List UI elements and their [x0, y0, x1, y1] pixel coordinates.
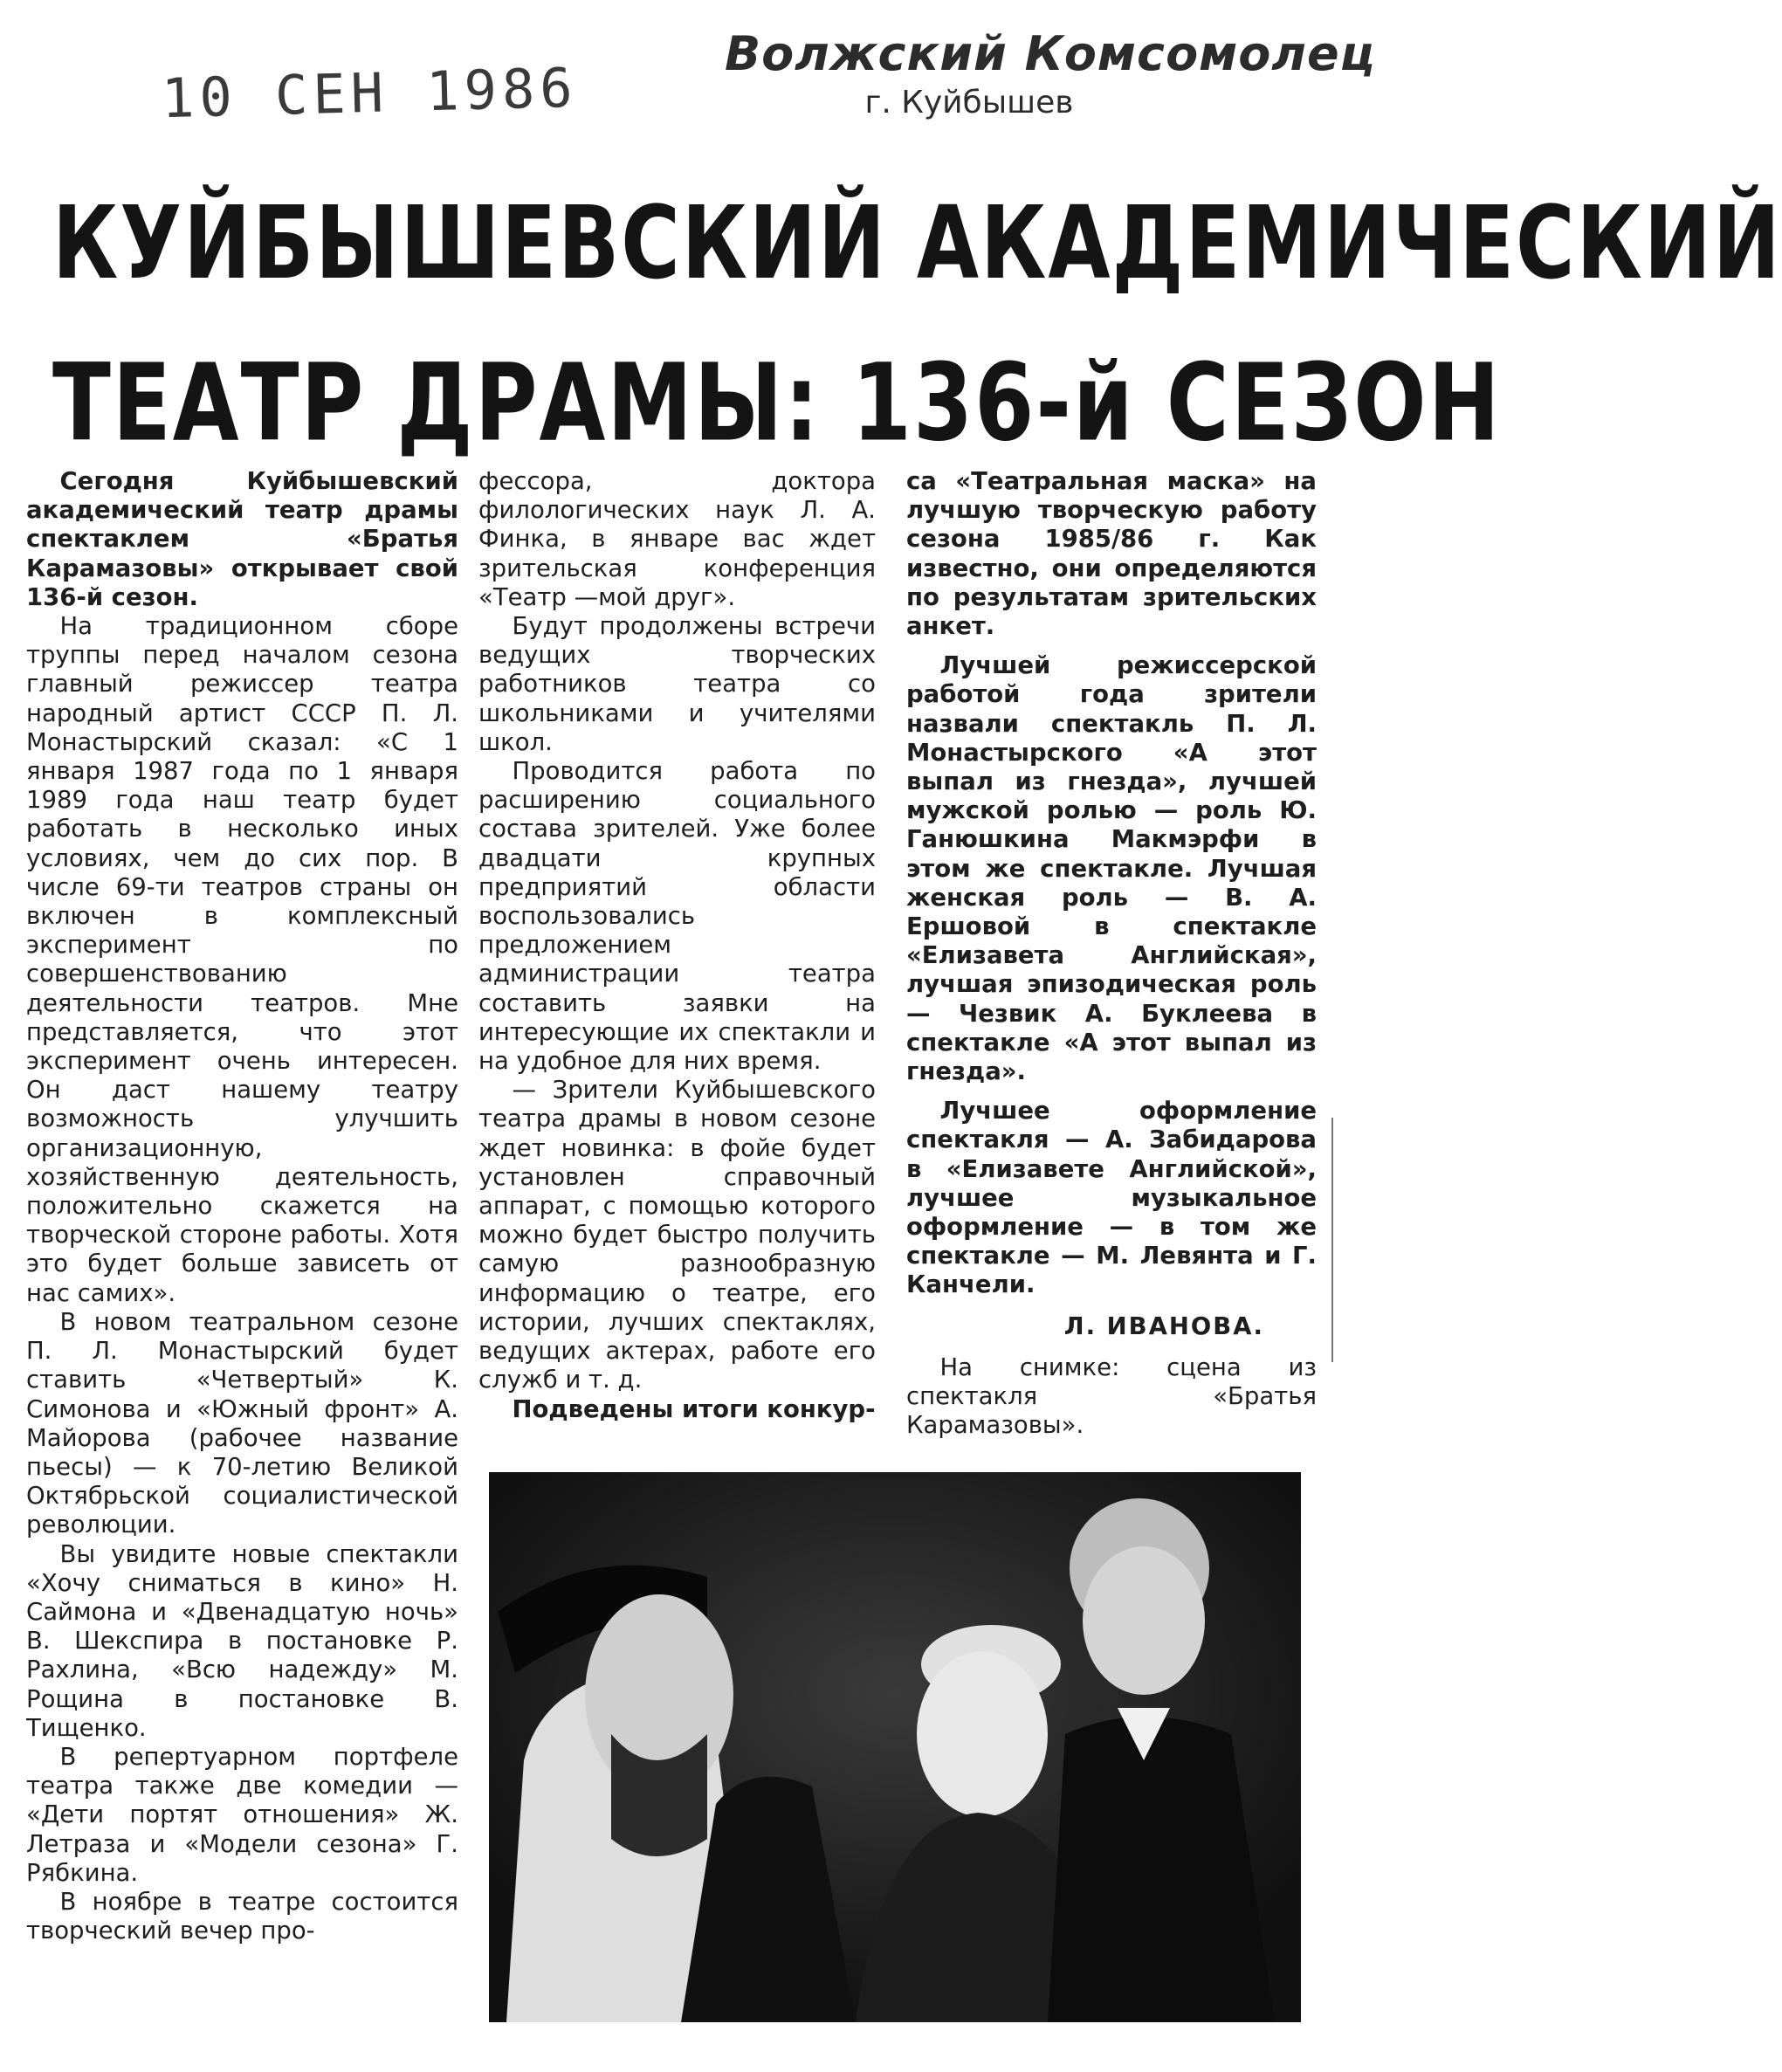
- newspaper-stamp: [725, 26, 1376, 120]
- paragraph: фессора, доктора филологических наук Л. А. Финка, в январе вас ждет зрительская конференция «Театр —мой друг».: [478, 467, 876, 611]
- paragraph: В новом театральном сезоне П. Л. Монастырский будет ставить «Четвертый» К. Симонова и «Южный фронт» А. Майорова (рабочее название пьесы) — к 70-летию Великой Октябрьской социалистической революции.: [26, 1307, 458, 1539]
- article-column-3: [906, 467, 1317, 1441]
- paragraph: Вы увидите новые спектакли «Хочу сниматься в кино» Н. Саймона и «Двенадцатую ночь» В. Шекспира в постановке Р. Рахлина, «Всю надежду» М. Рощина в постановке В. Тищенко.: [26, 1539, 458, 1742]
- theatre-scene-photo: [489, 1472, 1301, 2022]
- paragraph: Лучшее оформление спектакля — А. Забидарова в «Елизавете Английской», лучшее музыкальное оформление — в том же спектакле — М. Левянта и Г. Канчели.: [906, 1097, 1317, 1299]
- paragraph: На традиционном сборе труппы перед началом сезона главный режиссер театра народный артист СССР П. Л. Монастырский сказал: «С 1 января 1987 года по 1 января 1989 года наш театр будет работать в несколько иных условиях, чем до сих пор. В числе 69-ти театров страны он включен в комплексный эксперимент по совершенствованию деятельности театров. Мне представляется, что этот эксперимент очень интересен. Он даст нашему театру возможность улучшить организационную, хозяйственную деятельность, положительно скажется на творческой стороне работы. Хотя это будет больше зависеть от нас самих».: [26, 612, 458, 1307]
- paragraph: Подведены итоги конкур-: [512, 1394, 876, 1423]
- paragraph: Лучшей режиссерской работой года зрители назвали спектакль П. Л. Монастырского «А этот выпал из гнезда», лучшей мужской ролью — роль Ю. Ганюшкина Макмэрфи в этом же спектакле. Лучшая женская роль — В. А. Ершовой в спектакле «Елизавета Английская», лучшая эпизодическая роль — Чезвик А. Буклеева в спектакле «А этот выпал из гнезда».: [906, 651, 1317, 1086]
- stamp-date: 10 СЕН 1986: [161, 55, 579, 131]
- paragraph: са «Театральная маска» на лучшую творческую работу сезона 1985/86 г. Как известно, они определяются по результатам зрительских анкет.: [906, 467, 1317, 641]
- paragraph: Проводится работа по расширению социального состава зрителей. Уже более двадцати крупных предприятий области воспользовались предложением администрации театра составить заявки на интересующие их спектакли и на удобное для них время.: [478, 757, 876, 1076]
- newspaper-name: Волжский Комсомолец: [725, 26, 1376, 81]
- column-rule: [1331, 1118, 1333, 1362]
- article-column-1: [26, 467, 458, 1945]
- photo-image: [489, 1472, 1301, 2022]
- photo-caption: На снимке: сцена из спектакля «Братья Карамазовы».: [906, 1353, 1317, 1440]
- article-lead: Сегодня Куйбышевский академический театр драмы спектаклем «Братья Карамазовы» открывает свой 136-й сезон.: [26, 467, 458, 611]
- author-signature: Л. ИВАНОВА.: [1063, 1311, 1264, 1340]
- paragraph: В ноябре в театре состоится творческий вечер про-: [26, 1887, 458, 1945]
- newspaper-city: г. Куйбышев: [864, 85, 1074, 120]
- headline-line-1: КУЙБЫШЕВСКИЙ АКАДЕМИЧЕСКИЙ: [52, 184, 1782, 302]
- paragraph: — Зрители Куйбышевского театра драмы в новом сезоне ждет новинка: в фойе будет установлен справочный аппарат, с помощью которого можно будет быстро получить самую разнообразную информацию о театре, его истории, лучших спектаклях, ведущих актерах, работе его служб и т. д.: [478, 1076, 876, 1394]
- headline-line-2: ТЕАТР ДРАМЫ: 136-й СЕЗОН: [52, 341, 1502, 466]
- paragraph: Будут продолжены встречи ведущих творческих работников театра со школьниками и учителями школ.: [478, 612, 876, 756]
- paragraph: В репертуарном портфеле театра также две комедии — «Дети портят отношения» Ж. Летраза и «Модели сезона» Г. Рябкина.: [26, 1742, 458, 1887]
- article-column-2: [478, 467, 876, 1424]
